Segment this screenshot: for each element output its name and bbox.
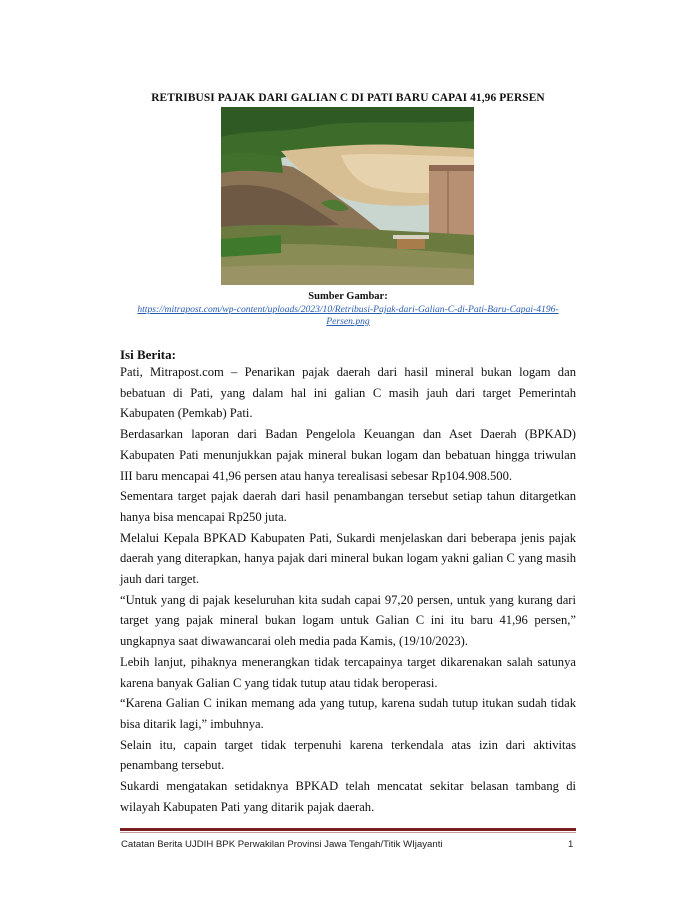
footer-divider-thin xyxy=(120,832,576,833)
footer-divider xyxy=(120,828,576,831)
paragraph: Sementara target pajak daerah dari hasil penambangan tersebut setiap tahun ditargetkan hanya bisa mencapai Rp250 juta. xyxy=(120,489,576,524)
paragraph: Berdasarkan laporan dari Badan Pengelola Keuangan dan Aset Daerah (BPKAD) Kabupaten Pati menunjukkan pajak mineral bukan logam dan bebatuan hingga triwulan III baru mencapai 41,96 persen atau hanya terealisasi sebesar Rp104.908.500. xyxy=(120,427,576,483)
quarry-photo xyxy=(221,107,474,285)
article-body xyxy=(120,362,576,817)
image-caption-title: Sumber Gambar: xyxy=(308,291,388,302)
paragraph: Sukardi mengatakan setidaknya BPKAD telah mencatat sekitar belasan tambang di wilayah Kabupaten Pati yang ditarik pajak daerah. xyxy=(120,779,576,814)
document-title: RETRIBUSI PAJAK DARI GALIAN C DI PATI BARU CAPAI 41,96 PERSEN xyxy=(151,92,545,104)
paragraph: Lebih lanjut, pihaknya menerangkan tidak tercapainya target dikarenakan salah satunya karena banyak Galian C yang tidak tutup atau tidak beroperasi. xyxy=(120,654,576,690)
section-label: Isi Berita: xyxy=(120,347,176,362)
paragraph: “Karena Galian C inikan memang ada yang tutup, karena sudah tutup itukan sudah tidak bisa ditarik lagi,” imbuhnya. xyxy=(120,696,576,731)
image-source-link[interactable]: https://mitrapost.com/wp-content/uploads/2023/10/Retribusi-Pajak-dari-Galian-C-di-Pati-Baru-Capai-4196-Persen.png xyxy=(137,304,559,327)
paragraph: “Untuk yang di pajak keseluruhan kita sudah capai 97,20 persen, untuk yang kurang dari target yang pajak mineral bukan logam untuk Galian C ini itu baru 41,96 persen,” ungkapnya saat diwawancarai oleh media pada Kamis, (19/10/2023). xyxy=(120,592,576,649)
footer-text: Catatan Berita UJDIH BPK Perwakilan Provinsi Jawa Tengah/Titik WIjayanti xyxy=(121,839,443,850)
paragraph: Pati, Mitrapost.com – Penarikan pajak daerah dari hasil mineral bukan logam dan bebatuan di Pati, yang dalam hal ini galian C masih jauh dari target Pemerintah Kabupaten (Pemkab) Pati. xyxy=(120,365,576,421)
page-number: 1 xyxy=(568,839,574,850)
paragraph: Selain itu, capain target tidak terpenuhi karena terkendala atas izin dari aktivitas penambang tersebut. xyxy=(120,737,576,773)
paragraph: Melalui Kepala BPKAD Kabupaten Pati, Sukardi menjelaskan dari beberapa jenis pajak daerah yang diterapkan, hanya pajak dari mineral bukan logam yakni galian C yang masih jauh dari target. xyxy=(120,530,576,587)
